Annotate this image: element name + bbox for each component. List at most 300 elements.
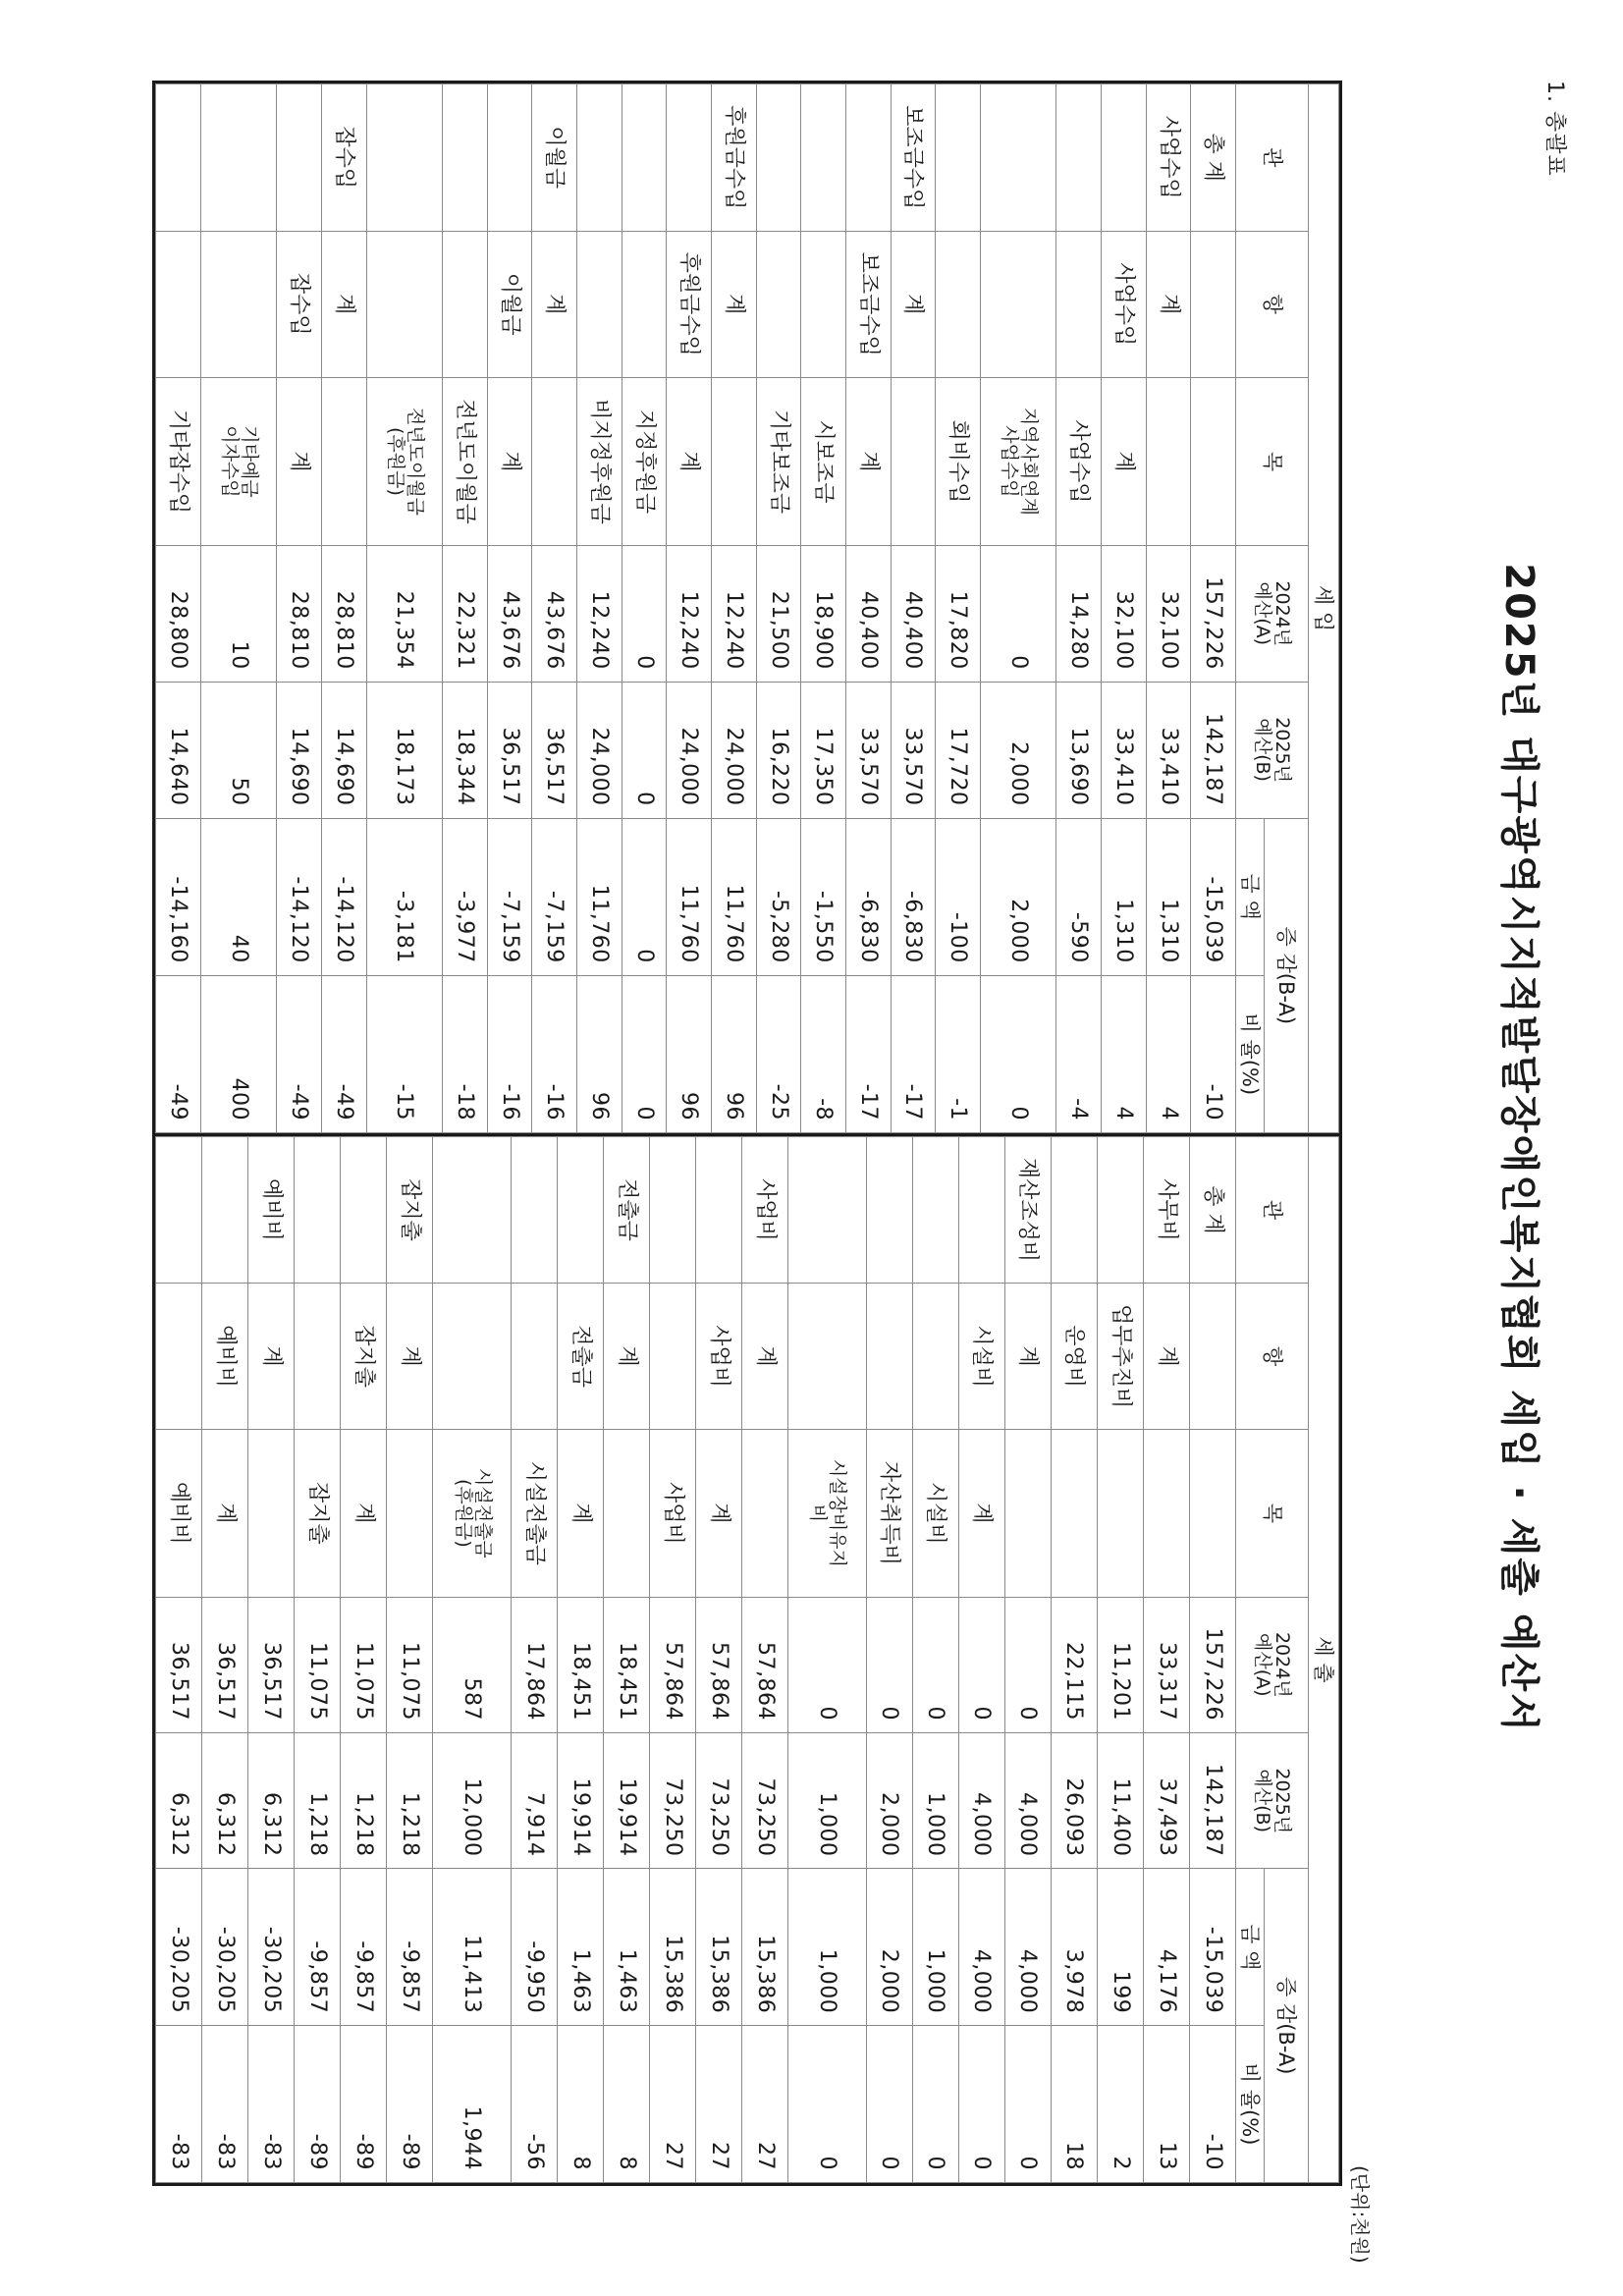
cell-budget-2025: 1,218 xyxy=(295,1733,341,1869)
cell-hang: 전출금 xyxy=(558,1284,604,1430)
cell-budget-2025: 12,000 xyxy=(433,1733,512,1869)
cell-budget-2025: 4,000 xyxy=(1004,1733,1051,1869)
col-ratio: 비 율(%) xyxy=(1236,2026,1265,2183)
table-row xyxy=(866,1137,912,2183)
cell-gwan xyxy=(512,1137,558,1284)
cell-budget-2025: 37,493 xyxy=(1143,1733,1189,1869)
cell-change-amount: 4,176 xyxy=(1143,1869,1189,2026)
cell-change-ratio: -15 xyxy=(366,975,442,1132)
table-row xyxy=(443,84,488,1133)
table-row xyxy=(1143,1137,1189,2183)
cell-budget-2024: 0 xyxy=(980,545,1055,682)
cell-mok xyxy=(1189,1430,1235,1597)
col-budget-2024: 2024년 예산(A) xyxy=(1236,545,1309,682)
cell-budget-2024: 40,400 xyxy=(845,545,891,682)
cell-mok: 전년도이월금 xyxy=(443,378,488,546)
table-row xyxy=(387,1137,433,2183)
cell-budget-2025: 6,312 xyxy=(202,1733,248,1869)
cell-gwan xyxy=(756,84,801,232)
col-change: 증 감(B-A) xyxy=(1265,1869,1309,2183)
cell-change-amount: -9,857 xyxy=(295,1869,341,2026)
cell-change-ratio: -83 xyxy=(202,2026,248,2183)
cell-budget-2024: 36,517 xyxy=(202,1597,248,1732)
cell-mok: 계 xyxy=(845,378,891,546)
table-row xyxy=(667,84,712,1133)
cell-budget-2024: 17,820 xyxy=(936,545,981,682)
cell-budget-2024: 587 xyxy=(433,1597,512,1732)
cell-budget-2025: 33,410 xyxy=(1146,682,1191,818)
cell-budget-2024: 32,100 xyxy=(1146,545,1191,682)
cell-mok: 시설비 xyxy=(912,1430,958,1597)
cell-gwan xyxy=(1097,1137,1143,1284)
cell-change-amount: -1,550 xyxy=(801,818,846,975)
table-row xyxy=(1146,84,1191,1133)
cell-budget-2024: 10 xyxy=(200,545,276,682)
table-row xyxy=(1097,1137,1143,2183)
cell-budget-2025: 17,720 xyxy=(936,682,981,818)
cell-budget-2024: 21,354 xyxy=(366,545,442,682)
cell-gwan: 사무비 xyxy=(1143,1137,1189,1284)
table-row xyxy=(487,84,532,1133)
cell-budget-2025: 73,250 xyxy=(696,1733,742,1869)
cell-change-ratio: -49 xyxy=(321,975,366,1132)
cell-change-ratio: 2 xyxy=(1097,2026,1143,2183)
cell-budget-2025: 4,000 xyxy=(958,1733,1004,1869)
cell-budget-2024: 28,810 xyxy=(277,545,322,682)
expense-rows xyxy=(156,1137,1236,2183)
cell-mok xyxy=(711,378,756,546)
table-row xyxy=(277,84,322,1133)
cell-change-ratio: -56 xyxy=(512,2026,558,2183)
cell-change-amount: -7,159 xyxy=(532,818,577,975)
cell-change-amount: -5,280 xyxy=(756,818,801,975)
cell-budget-2025: 73,250 xyxy=(742,1733,788,1869)
cell-hang xyxy=(788,1284,867,1430)
cell-change-ratio: 96 xyxy=(711,975,756,1132)
cell-change-amount: -3,977 xyxy=(443,818,488,975)
cell-budget-2025: 7,914 xyxy=(512,1733,558,1869)
cell-mok xyxy=(604,1430,650,1597)
cell-budget-2024: 57,864 xyxy=(696,1597,742,1732)
table-row xyxy=(1051,1137,1097,2183)
cell-change-amount: -14,120 xyxy=(321,818,366,975)
cell-hang xyxy=(156,231,201,378)
cell-budget-2025: 33,570 xyxy=(845,682,891,818)
cell-change-ratio: -89 xyxy=(295,2026,341,2183)
budget-tables xyxy=(152,81,1342,2186)
cell-mok: 기타예금 이자수입 xyxy=(200,378,276,546)
cell-budget-2025: 33,570 xyxy=(891,682,936,818)
cell-hang xyxy=(756,231,801,378)
cell-change-ratio: -10 xyxy=(1191,975,1236,1132)
cell-budget-2025: 6,312 xyxy=(156,1733,202,1869)
cell-change-amount: 15,386 xyxy=(650,1869,696,2026)
cell-change-ratio: 13 xyxy=(1143,2026,1189,2183)
cell-mok xyxy=(532,378,577,546)
cell-budget-2024: 22,115 xyxy=(1051,1597,1097,1732)
cell-budget-2024: 12,240 xyxy=(577,545,622,682)
cell-change-amount: -7,159 xyxy=(487,818,532,975)
cell-gwan xyxy=(622,84,667,232)
table-row xyxy=(891,84,936,1133)
cell-budget-2025: 14,640 xyxy=(156,682,201,818)
cell-mok: 회비수입 xyxy=(936,378,981,546)
table-row xyxy=(558,1137,604,2183)
cell-gwan xyxy=(912,1137,958,1284)
cell-budget-2024: 0 xyxy=(866,1597,912,1732)
cell-budget-2025: 142,187 xyxy=(1191,682,1236,818)
table-row xyxy=(1056,84,1102,1133)
cell-change-amount: 11,760 xyxy=(667,818,712,975)
cell-gwan: 보조금수입 xyxy=(891,84,936,232)
section-caption: 1. 총괄표 xyxy=(1542,81,1567,177)
cell-change-ratio: 0 xyxy=(980,975,1055,1132)
cell-budget-2024: 157,226 xyxy=(1191,545,1236,682)
cell-change-amount: -30,205 xyxy=(156,1869,202,2026)
cell-budget-2024: 0 xyxy=(1004,1597,1051,1732)
cell-change-ratio: -4 xyxy=(1056,975,1102,1132)
cell-gwan xyxy=(202,1137,248,1284)
revenue-table xyxy=(155,83,1339,1133)
table-row xyxy=(845,84,891,1133)
table-row xyxy=(577,84,622,1133)
cell-mok: 계 xyxy=(487,378,532,546)
cell-change-ratio: 0 xyxy=(788,2026,867,2183)
cell-change-amount: 1,310 xyxy=(1146,818,1191,975)
cell-mok: 계 xyxy=(696,1430,742,1597)
table-row xyxy=(912,1137,958,2183)
cell-change-amount: 11,760 xyxy=(711,818,756,975)
cell-change-amount: 3,978 xyxy=(1051,1869,1097,2026)
col-gwan: 관 xyxy=(1236,84,1309,232)
cell-change-amount: 4,000 xyxy=(1004,1869,1051,2026)
cell-hang: 계 xyxy=(711,231,756,378)
cell-budget-2025: 1,218 xyxy=(341,1733,387,1869)
cell-change-amount: -15,039 xyxy=(1189,1869,1235,2026)
cell-gwan: 잡수입 xyxy=(321,84,366,232)
cell-change-amount: -15,039 xyxy=(1191,818,1236,975)
cell-mok: 비지정후원금 xyxy=(577,378,622,546)
cell-budget-2024: 12,240 xyxy=(667,545,712,682)
cell-hang: 잡수입 xyxy=(277,231,322,378)
cell-budget-2025: 14,690 xyxy=(321,682,366,818)
cell-mok: 전년도이월금 (후원금) xyxy=(366,378,442,546)
cell-hang: 계 xyxy=(1143,1284,1189,1430)
cell-gwan xyxy=(341,1137,387,1284)
cell-mok: 기타보조금 xyxy=(756,378,801,546)
cell-gwan: 사업비 xyxy=(742,1137,788,1284)
cell-mok: 시설장비유지 비 xyxy=(788,1430,867,1597)
cell-change-ratio: 96 xyxy=(577,975,622,1132)
cell-gwan xyxy=(667,84,712,232)
cell-mok xyxy=(1051,1430,1097,1597)
cell-budget-2025: 17,350 xyxy=(801,682,846,818)
cell-gwan xyxy=(801,84,846,232)
cell-budget-2024: 11,075 xyxy=(341,1597,387,1732)
cell-hang xyxy=(622,231,667,378)
cell-hang: 후원금수입 xyxy=(667,231,712,378)
cell-change-ratio: 4 xyxy=(1146,975,1191,1132)
col-mok: 목 xyxy=(1236,378,1309,546)
unit-label: (단위:천원) xyxy=(1348,2165,1372,2264)
revenue-section-header: 세 입 xyxy=(1309,84,1339,1133)
cell-gwan xyxy=(1102,84,1147,232)
cell-change-amount: -9,857 xyxy=(387,1869,433,2026)
cell-gwan: 예비비 xyxy=(248,1137,295,1284)
table-row xyxy=(248,1137,295,2183)
table-row xyxy=(756,84,801,1133)
col-amount: 금 액 xyxy=(1236,818,1265,975)
cell-budget-2025: 6,312 xyxy=(248,1733,295,1869)
cell-budget-2024: 0 xyxy=(788,1597,867,1732)
cell-budget-2024: 36,517 xyxy=(248,1597,295,1732)
cell-mok xyxy=(1191,378,1236,546)
cell-gwan xyxy=(200,84,276,232)
cell-budget-2024: 0 xyxy=(622,545,667,682)
cell-mok: 자산취득비 xyxy=(866,1430,912,1597)
cell-change-ratio: 27 xyxy=(696,2026,742,2183)
cell-hang: 잡지출 xyxy=(341,1284,387,1430)
cell-change-ratio: 27 xyxy=(650,2026,696,2183)
cell-mok: 계 xyxy=(341,1430,387,1597)
cell-gwan: 사업수입 xyxy=(1146,84,1191,232)
cell-budget-2025: 2,000 xyxy=(980,682,1055,818)
cell-gwan: 재산조성비 xyxy=(1004,1137,1051,1284)
cell-gwan xyxy=(866,1137,912,1284)
cell-change-ratio: -10 xyxy=(1189,2026,1235,2183)
cell-change-amount: 199 xyxy=(1097,1869,1143,2026)
cell-change-amount: -100 xyxy=(936,818,981,975)
cell-change-amount: -6,830 xyxy=(891,818,936,975)
cell-hang: 계 xyxy=(604,1284,650,1430)
cell-change-ratio: 0 xyxy=(912,2026,958,2183)
cell-budget-2024: 40,400 xyxy=(891,545,936,682)
cell-budget-2024: 28,800 xyxy=(156,545,201,682)
cell-mok: 계 xyxy=(667,378,712,546)
cell-hang xyxy=(650,1284,696,1430)
cell-gwan xyxy=(577,84,622,232)
cell-change-ratio: 96 xyxy=(667,975,712,1132)
cell-gwan xyxy=(295,1137,341,1284)
cell-gwan xyxy=(845,84,891,232)
cell-budget-2025: 142,187 xyxy=(1189,1733,1235,1869)
cell-change-amount: -14,120 xyxy=(277,818,322,975)
cell-change-amount: 1,000 xyxy=(912,1869,958,2026)
cell-change-ratio: -49 xyxy=(277,975,322,1132)
cell-budget-2024: 57,864 xyxy=(650,1597,696,1732)
expense-section-header: 세 출 xyxy=(1309,1137,1339,2183)
cell-mok xyxy=(891,378,936,546)
cell-mok xyxy=(387,1430,433,1597)
cell-change-amount: 0 xyxy=(622,818,667,975)
cell-gwan xyxy=(650,1137,696,1284)
revenue-panel xyxy=(155,83,1339,1133)
cell-budget-2025: 24,000 xyxy=(577,682,622,818)
cell-mok xyxy=(248,1430,295,1597)
cell-mok xyxy=(321,378,366,546)
col-budget-2024: 2024년 예산(A) xyxy=(1236,1597,1309,1732)
cell-change-amount: 40 xyxy=(200,818,276,975)
cell-change-ratio: 0 xyxy=(1004,2026,1051,2183)
cell-mok: 사업비 xyxy=(650,1430,696,1597)
table-row xyxy=(512,1137,558,2183)
cell-budget-2025: 26,093 xyxy=(1051,1733,1097,1869)
cell-change-amount: -14,160 xyxy=(156,818,201,975)
cell-budget-2024: 11,201 xyxy=(1097,1597,1143,1732)
cell-change-amount: -9,950 xyxy=(512,1869,558,2026)
cell-change-ratio: -89 xyxy=(387,2026,433,2183)
cell-budget-2024: 22,321 xyxy=(443,545,488,682)
cell-mok: 예비비 xyxy=(156,1430,202,1597)
cell-gwan xyxy=(277,84,322,232)
cell-gwan: 전출금 xyxy=(604,1137,650,1284)
col-gwan: 관 xyxy=(1236,1137,1309,1284)
cell-change-ratio: 0 xyxy=(866,2026,912,2183)
cell-budget-2025: 1,000 xyxy=(788,1733,867,1869)
cell-change-amount: 1,463 xyxy=(558,1869,604,2026)
cell-change-ratio: -16 xyxy=(487,975,532,1132)
cell-mok: 기타잡수입 xyxy=(156,378,201,546)
cell-gwan xyxy=(443,84,488,232)
col-amount: 금 액 xyxy=(1236,1869,1265,2026)
table-row xyxy=(366,84,442,1133)
cell-budget-2025: 36,517 xyxy=(487,682,532,818)
cell-mok: 시설전출금 (후원금) xyxy=(433,1430,512,1597)
cell-hang xyxy=(433,1284,512,1430)
cell-budget-2024: 32,100 xyxy=(1102,545,1147,682)
cell-budget-2024: 43,676 xyxy=(532,545,577,682)
col-budget-2025: 2025년 예산(B) xyxy=(1236,682,1309,818)
table-row xyxy=(788,1137,867,2183)
table-row xyxy=(604,1137,650,2183)
cell-change-ratio: -49 xyxy=(156,975,201,1132)
col-mok: 목 xyxy=(1236,1430,1309,1597)
table-row xyxy=(801,84,846,1133)
cell-hang: 사업비 xyxy=(696,1284,742,1430)
cell-gwan xyxy=(1056,84,1102,232)
cell-change-amount: 11,760 xyxy=(577,818,622,975)
cell-budget-2025: 24,000 xyxy=(711,682,756,818)
cell-change-ratio: 400 xyxy=(200,975,276,1132)
cell-hang: 계 xyxy=(742,1284,788,1430)
cell-hang: 보조금수입 xyxy=(845,231,891,378)
table-row xyxy=(200,84,276,1133)
cell-hang: 계 xyxy=(387,1284,433,1430)
cell-change-ratio: -83 xyxy=(156,2026,202,2183)
cell-budget-2024: 14,280 xyxy=(1056,545,1102,682)
cell-gwan xyxy=(366,84,442,232)
cell-hang xyxy=(912,1284,958,1430)
cell-hang: 운영비 xyxy=(1051,1284,1097,1430)
cell-gwan xyxy=(156,1137,202,1284)
cell-change-ratio: -18 xyxy=(443,975,488,1132)
cell-change-amount: -590 xyxy=(1056,818,1102,975)
cell-budget-2025: 33,410 xyxy=(1102,682,1147,818)
cell-hang: 시설비 xyxy=(958,1284,1004,1430)
cell-change-ratio: -89 xyxy=(341,2026,387,2183)
cell-budget-2024: 33,317 xyxy=(1143,1597,1189,1732)
cell-hang: 계 xyxy=(532,231,577,378)
cell-budget-2025: 36,517 xyxy=(532,682,577,818)
cell-hang: 업무추진비 xyxy=(1097,1284,1143,1430)
expense-table xyxy=(155,1136,1339,2183)
cell-hang: 계 xyxy=(1146,231,1191,378)
cell-budget-2025: 18,173 xyxy=(366,682,442,818)
cell-budget-2025: 14,690 xyxy=(277,682,322,818)
cell-mok: 계 xyxy=(1102,378,1147,546)
cell-mok: 계 xyxy=(277,378,322,546)
cell-change-amount: 4,000 xyxy=(958,1869,1004,2026)
cell-change-amount: 1,463 xyxy=(604,1869,650,2026)
cell-budget-2025: 1,218 xyxy=(387,1733,433,1869)
cell-hang xyxy=(577,231,622,378)
table-row xyxy=(202,1137,248,2183)
cell-hang xyxy=(866,1284,912,1430)
cell-change-ratio: -1 xyxy=(936,975,981,1132)
cell-mok xyxy=(742,1430,788,1597)
cell-change-amount: 2,000 xyxy=(866,1869,912,2026)
table-row xyxy=(156,84,201,1133)
cell-hang xyxy=(936,231,981,378)
cell-budget-2025: 24,000 xyxy=(667,682,712,818)
cell-change-amount: 15,386 xyxy=(742,1869,788,2026)
cell-gwan xyxy=(558,1137,604,1284)
cell-gwan xyxy=(958,1137,1004,1284)
cell-budget-2025: 18,344 xyxy=(443,682,488,818)
cell-hang: 계 xyxy=(321,231,366,378)
cell-change-ratio: -25 xyxy=(756,975,801,1132)
table-row xyxy=(622,84,667,1133)
cell-change-amount: 1,000 xyxy=(788,1869,867,2026)
cell-gwan xyxy=(980,84,1055,232)
cell-budget-2025: 50 xyxy=(200,682,276,818)
table-row xyxy=(958,1137,1004,2183)
cell-hang xyxy=(980,231,1055,378)
cell-budget-2024: 18,451 xyxy=(604,1597,650,1732)
cell-change-amount: -6,830 xyxy=(845,818,891,975)
cell-gwan: 총 계 xyxy=(1191,84,1236,232)
cell-hang xyxy=(156,1284,202,1430)
cell-mok: 시설전출금 xyxy=(512,1430,558,1597)
revenue-rows xyxy=(156,84,1236,1133)
cell-gwan: 총 계 xyxy=(1189,1137,1235,1284)
table-row xyxy=(1191,84,1236,1133)
cell-gwan xyxy=(696,1137,742,1284)
cell-budget-2025: 13,690 xyxy=(1056,682,1102,818)
cell-hang: 예비비 xyxy=(202,1284,248,1430)
cell-gwan: 후원금수입 xyxy=(711,84,756,232)
table-row xyxy=(711,84,756,1133)
cell-mok: 지정후원금 xyxy=(622,378,667,546)
cell-budget-2024: 36,517 xyxy=(156,1597,202,1732)
cell-hang xyxy=(200,231,276,378)
cell-budget-2024: 18,900 xyxy=(801,545,846,682)
cell-change-amount: -3,181 xyxy=(366,818,442,975)
cell-change-ratio: -17 xyxy=(891,975,936,1132)
cell-gwan xyxy=(156,84,201,232)
cell-hang: 계 xyxy=(1004,1284,1051,1430)
cell-hang xyxy=(295,1284,341,1430)
cell-change-ratio: -16 xyxy=(532,975,577,1132)
cell-hang xyxy=(512,1284,558,1430)
cell-mok: 계 xyxy=(558,1430,604,1597)
cell-change-ratio: 4 xyxy=(1102,975,1147,1132)
table-row xyxy=(433,1137,512,2183)
cell-gwan xyxy=(936,84,981,232)
cell-budget-2024: 17,864 xyxy=(512,1597,558,1732)
table-row xyxy=(696,1137,742,2183)
cell-change-ratio: 8 xyxy=(604,2026,650,2183)
